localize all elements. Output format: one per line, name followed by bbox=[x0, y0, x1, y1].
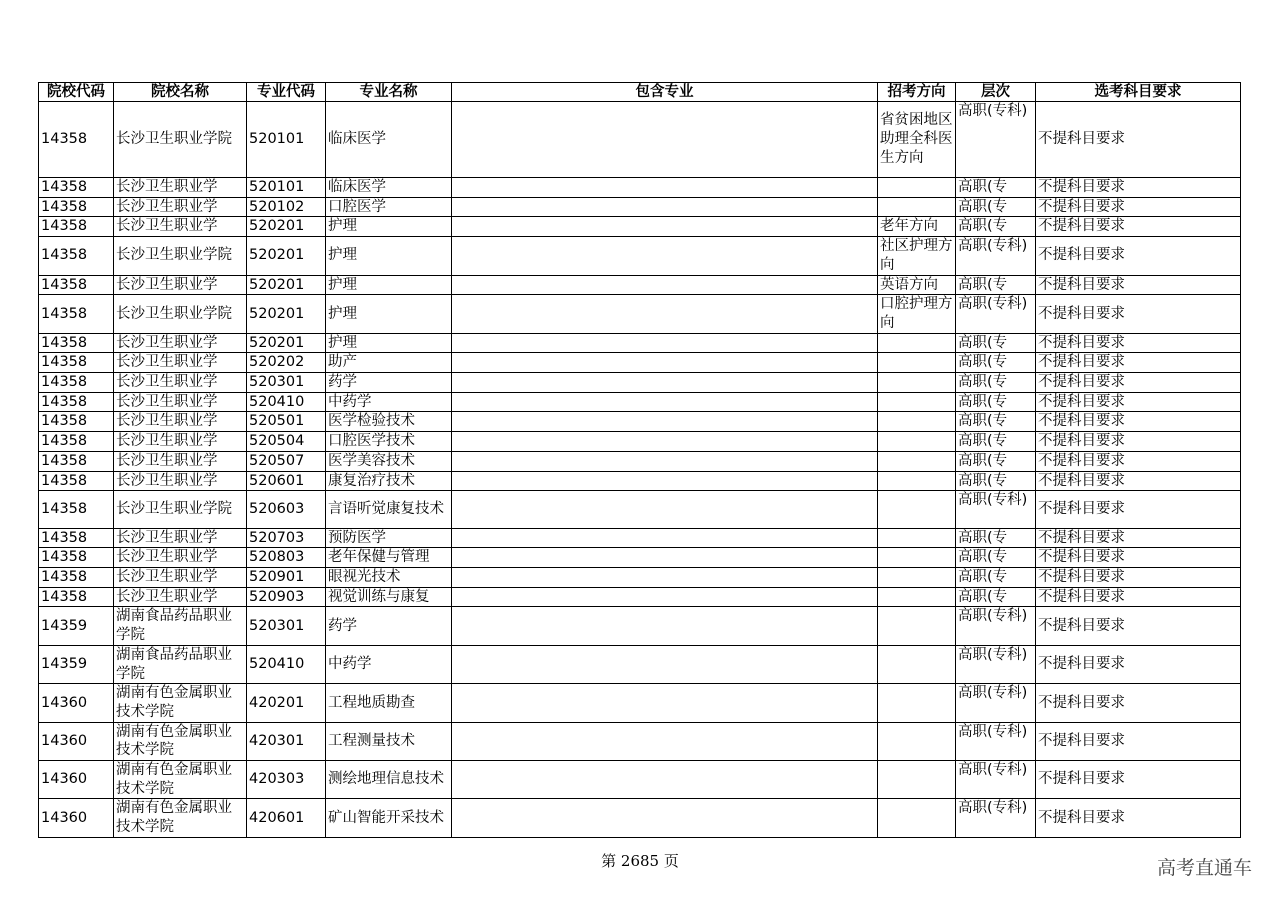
table-row bbox=[39, 548, 1241, 568]
table-row bbox=[39, 722, 1241, 760]
cell-included-majors bbox=[452, 684, 878, 722]
cell-direction bbox=[878, 548, 956, 568]
cell-school-name: 长沙卫生职业学 bbox=[114, 333, 247, 353]
table-row bbox=[39, 373, 1241, 393]
cell-level: 高职(专科) bbox=[956, 295, 1036, 333]
cell-subject-requirement: 不提科目要求 bbox=[1036, 548, 1241, 568]
cell-subject-requirement: 不提科目要求 bbox=[1036, 412, 1241, 432]
cell-school-name: 湖南有色金属职业技术学院 bbox=[114, 761, 247, 799]
cell-major-name: 护理 bbox=[326, 237, 452, 275]
cell-direction: 省贫困地区助理全科医生方向 bbox=[878, 102, 956, 178]
cell-major-name: 中药学 bbox=[326, 645, 452, 683]
cell-level: 高职(专 bbox=[956, 548, 1036, 568]
cell-major-code: 520410 bbox=[247, 392, 326, 412]
cell-included-majors bbox=[452, 432, 878, 452]
cell-major-code: 520301 bbox=[247, 373, 326, 393]
cell-school-name: 湖南有色金属职业技术学院 bbox=[114, 684, 247, 722]
cell-school-name: 湖南食品药品职业学院 bbox=[114, 645, 247, 683]
cell-level: 高职(专科) bbox=[956, 761, 1036, 799]
header-level: 层次 bbox=[956, 83, 1036, 102]
table-row bbox=[39, 392, 1241, 412]
cell-major-name: 口腔医学技术 bbox=[326, 432, 452, 452]
cell-school-name: 长沙卫生职业学 bbox=[114, 528, 247, 548]
cell-level: 高职(专 bbox=[956, 568, 1036, 588]
cell-direction: 老年方向 bbox=[878, 217, 956, 237]
cell-direction bbox=[878, 392, 956, 412]
cell-included-majors bbox=[452, 548, 878, 568]
cell-school-code: 14358 bbox=[39, 451, 114, 471]
table-row bbox=[39, 684, 1241, 722]
cell-major-code: 520601 bbox=[247, 471, 326, 491]
cell-level: 高职(专科) bbox=[956, 684, 1036, 722]
cell-school-name: 长沙卫生职业学 bbox=[114, 275, 247, 295]
cell-school-code: 14358 bbox=[39, 197, 114, 217]
cell-major-name: 预防医学 bbox=[326, 528, 452, 548]
cell-major-code: 520504 bbox=[247, 432, 326, 452]
cell-included-majors bbox=[452, 607, 878, 645]
cell-major-name: 临床医学 bbox=[326, 102, 452, 178]
cell-school-code: 14359 bbox=[39, 645, 114, 683]
cell-school-code: 14358 bbox=[39, 373, 114, 393]
table-row bbox=[39, 217, 1241, 237]
cell-major-name: 工程地质勘查 bbox=[326, 684, 452, 722]
cell-subject-requirement: 不提科目要求 bbox=[1036, 491, 1241, 528]
cell-major-code: 420303 bbox=[247, 761, 326, 799]
cell-direction bbox=[878, 607, 956, 645]
cell-direction bbox=[878, 528, 956, 548]
cell-direction bbox=[878, 799, 956, 837]
cell-direction: 社区护理方向 bbox=[878, 237, 956, 275]
cell-major-name: 言语听觉康复技术 bbox=[326, 491, 452, 528]
cell-level: 高职(专科) bbox=[956, 102, 1036, 178]
cell-subject-requirement: 不提科目要求 bbox=[1036, 373, 1241, 393]
cell-school-code: 14360 bbox=[39, 761, 114, 799]
cell-school-name: 长沙卫生职业学 bbox=[114, 353, 247, 373]
cell-major-code: 520101 bbox=[247, 102, 326, 178]
cell-school-code: 14358 bbox=[39, 392, 114, 412]
cell-school-name: 长沙卫生职业学 bbox=[114, 392, 247, 412]
cell-major-code: 520201 bbox=[247, 295, 326, 333]
cell-major-code: 520901 bbox=[247, 568, 326, 588]
cell-subject-requirement: 不提科目要求 bbox=[1036, 568, 1241, 588]
cell-major-name: 老年保健与管理 bbox=[326, 548, 452, 568]
cell-school-code: 14358 bbox=[39, 568, 114, 588]
table-row bbox=[39, 799, 1241, 837]
cell-subject-requirement: 不提科目要求 bbox=[1036, 451, 1241, 471]
cell-major-code: 520101 bbox=[247, 178, 326, 198]
cell-school-name: 长沙卫生职业学 bbox=[114, 568, 247, 588]
table-row bbox=[39, 295, 1241, 333]
cell-major-code: 520102 bbox=[247, 197, 326, 217]
cell-school-name: 长沙卫生职业学院 bbox=[114, 295, 247, 333]
header-included-majors: 包含专业 bbox=[452, 83, 878, 102]
cell-direction: 英语方向 bbox=[878, 275, 956, 295]
cell-major-name: 测绘地理信息技术 bbox=[326, 761, 452, 799]
cell-level: 高职(专 bbox=[956, 392, 1036, 412]
cell-level: 高职(专科) bbox=[956, 645, 1036, 683]
cell-level: 高职(专 bbox=[956, 275, 1036, 295]
header-direction: 招考方向 bbox=[878, 83, 956, 102]
cell-subject-requirement: 不提科目要求 bbox=[1036, 528, 1241, 548]
table-row bbox=[39, 102, 1241, 178]
cell-major-code: 520201 bbox=[247, 275, 326, 295]
cell-included-majors bbox=[452, 275, 878, 295]
table-row bbox=[39, 237, 1241, 275]
cell-direction bbox=[878, 373, 956, 393]
cell-level: 高职(专 bbox=[956, 373, 1036, 393]
cell-subject-requirement: 不提科目要求 bbox=[1036, 799, 1241, 837]
cell-level: 高职(专科) bbox=[956, 799, 1036, 837]
header-major-name: 专业名称 bbox=[326, 83, 452, 102]
cell-included-majors bbox=[452, 568, 878, 588]
cell-level: 高职(专科) bbox=[956, 237, 1036, 275]
cell-school-name: 长沙卫生职业学 bbox=[114, 587, 247, 607]
cell-school-name: 长沙卫生职业学 bbox=[114, 432, 247, 452]
cell-included-majors bbox=[452, 645, 878, 683]
cell-level: 高职(专 bbox=[956, 528, 1036, 548]
cell-subject-requirement: 不提科目要求 bbox=[1036, 197, 1241, 217]
cell-subject-requirement: 不提科目要求 bbox=[1036, 275, 1241, 295]
cell-direction bbox=[878, 197, 956, 217]
cell-included-majors bbox=[452, 237, 878, 275]
cell-school-code: 14358 bbox=[39, 432, 114, 452]
cell-major-name: 医学美容技术 bbox=[326, 451, 452, 471]
cell-direction bbox=[878, 451, 956, 471]
header-school-code: 院校代码 bbox=[39, 83, 114, 102]
header-major-code: 专业代码 bbox=[247, 83, 326, 102]
cell-direction bbox=[878, 761, 956, 799]
cell-school-code: 14360 bbox=[39, 722, 114, 760]
table-row bbox=[39, 197, 1241, 217]
cell-subject-requirement: 不提科目要求 bbox=[1036, 587, 1241, 607]
cell-major-code: 520201 bbox=[247, 237, 326, 275]
cell-school-code: 14358 bbox=[39, 471, 114, 491]
cell-included-majors bbox=[452, 761, 878, 799]
table-row bbox=[39, 353, 1241, 373]
cell-subject-requirement: 不提科目要求 bbox=[1036, 607, 1241, 645]
table-row bbox=[39, 412, 1241, 432]
cell-level: 高职(专 bbox=[956, 471, 1036, 491]
cell-direction bbox=[878, 178, 956, 198]
cell-level: 高职(专 bbox=[956, 197, 1036, 217]
cell-school-code: 14358 bbox=[39, 217, 114, 237]
cell-major-code: 520501 bbox=[247, 412, 326, 432]
cell-direction bbox=[878, 645, 956, 683]
cell-major-name: 护理 bbox=[326, 275, 452, 295]
cell-major-name: 口腔医学 bbox=[326, 197, 452, 217]
cell-school-code: 14360 bbox=[39, 799, 114, 837]
cell-subject-requirement: 不提科目要求 bbox=[1036, 645, 1241, 683]
cell-school-name: 湖南有色金属职业技术学院 bbox=[114, 799, 247, 837]
cell-major-code: 420201 bbox=[247, 684, 326, 722]
cell-school-code: 14358 bbox=[39, 102, 114, 178]
cell-major-name: 工程测量技术 bbox=[326, 722, 452, 760]
cell-major-code: 520201 bbox=[247, 217, 326, 237]
cell-included-majors bbox=[452, 392, 878, 412]
cell-level: 高职(专科) bbox=[956, 722, 1036, 760]
cell-school-code: 14358 bbox=[39, 353, 114, 373]
cell-level: 高职(专 bbox=[956, 178, 1036, 198]
cell-major-name: 药学 bbox=[326, 373, 452, 393]
cell-major-name: 视觉训练与康复 bbox=[326, 587, 452, 607]
table-row bbox=[39, 275, 1241, 295]
cell-subject-requirement: 不提科目要求 bbox=[1036, 333, 1241, 353]
cell-major-code: 520803 bbox=[247, 548, 326, 568]
cell-direction bbox=[878, 722, 956, 760]
cell-direction bbox=[878, 587, 956, 607]
cell-subject-requirement: 不提科目要求 bbox=[1036, 392, 1241, 412]
cell-major-name: 护理 bbox=[326, 295, 452, 333]
cell-included-majors bbox=[452, 217, 878, 237]
cell-major-code: 420301 bbox=[247, 722, 326, 760]
cell-included-majors bbox=[452, 295, 878, 333]
cell-school-name: 长沙卫生职业学 bbox=[114, 471, 247, 491]
cell-school-code: 14358 bbox=[39, 333, 114, 353]
cell-included-majors bbox=[452, 102, 878, 178]
cell-school-code: 14358 bbox=[39, 491, 114, 528]
cell-school-code: 14358 bbox=[39, 412, 114, 432]
cell-subject-requirement: 不提科目要求 bbox=[1036, 217, 1241, 237]
cell-direction bbox=[878, 412, 956, 432]
cell-direction bbox=[878, 353, 956, 373]
cell-school-code: 14358 bbox=[39, 587, 114, 607]
header-subject-requirement: 选考科目要求 bbox=[1036, 83, 1241, 102]
cell-included-majors bbox=[452, 471, 878, 491]
cell-major-code: 520201 bbox=[247, 333, 326, 353]
cell-major-name: 康复治疗技术 bbox=[326, 471, 452, 491]
cell-level: 高职(专 bbox=[956, 217, 1036, 237]
cell-level: 高职(专科) bbox=[956, 491, 1036, 528]
cell-subject-requirement: 不提科目要求 bbox=[1036, 102, 1241, 178]
cell-level: 高职(专 bbox=[956, 353, 1036, 373]
table-row bbox=[39, 451, 1241, 471]
cell-subject-requirement: 不提科目要求 bbox=[1036, 432, 1241, 452]
table-row bbox=[39, 471, 1241, 491]
cell-level: 高职(专 bbox=[956, 451, 1036, 471]
cell-school-name: 长沙卫生职业学 bbox=[114, 373, 247, 393]
cell-school-code: 14358 bbox=[39, 178, 114, 198]
table-row bbox=[39, 568, 1241, 588]
cell-school-name: 长沙卫生职业学 bbox=[114, 412, 247, 432]
cell-subject-requirement: 不提科目要求 bbox=[1036, 178, 1241, 198]
cell-level: 高职(专科) bbox=[956, 607, 1036, 645]
cell-school-name: 湖南有色金属职业技术学院 bbox=[114, 722, 247, 760]
watermark: 高考直通车 bbox=[1156, 857, 1252, 879]
table-row bbox=[39, 333, 1241, 353]
cell-school-code: 14358 bbox=[39, 548, 114, 568]
cell-school-name: 长沙卫生职业学 bbox=[114, 197, 247, 217]
cell-subject-requirement: 不提科目要求 bbox=[1036, 684, 1241, 722]
cell-major-code: 520603 bbox=[247, 491, 326, 528]
cell-subject-requirement: 不提科目要求 bbox=[1036, 295, 1241, 333]
cell-included-majors bbox=[452, 373, 878, 393]
cell-major-code: 520903 bbox=[247, 587, 326, 607]
cell-major-name: 矿山智能开采技术 bbox=[326, 799, 452, 837]
cell-level: 高职(专 bbox=[956, 587, 1036, 607]
page-number: 第 2685 页 bbox=[601, 852, 679, 870]
cell-direction bbox=[878, 471, 956, 491]
cell-major-code: 420601 bbox=[247, 799, 326, 837]
admissions-table bbox=[38, 82, 1241, 838]
cell-school-name: 湖南食品药品职业学院 bbox=[114, 607, 247, 645]
cell-direction bbox=[878, 432, 956, 452]
cell-direction bbox=[878, 491, 956, 528]
cell-school-name: 长沙卫生职业学院 bbox=[114, 102, 247, 178]
cell-major-name: 眼视光技术 bbox=[326, 568, 452, 588]
cell-included-majors bbox=[452, 722, 878, 760]
cell-subject-requirement: 不提科目要求 bbox=[1036, 471, 1241, 491]
cell-school-name: 长沙卫生职业学 bbox=[114, 178, 247, 198]
cell-school-name: 长沙卫生职业学院 bbox=[114, 237, 247, 275]
cell-direction bbox=[878, 333, 956, 353]
cell-major-code: 520301 bbox=[247, 607, 326, 645]
table-row bbox=[39, 528, 1241, 548]
cell-major-name: 中药学 bbox=[326, 392, 452, 412]
cell-major-name: 护理 bbox=[326, 333, 452, 353]
cell-major-code: 520703 bbox=[247, 528, 326, 548]
cell-included-majors bbox=[452, 412, 878, 432]
cell-school-name: 长沙卫生职业学院 bbox=[114, 491, 247, 528]
cell-subject-requirement: 不提科目要求 bbox=[1036, 761, 1241, 799]
cell-major-code: 520507 bbox=[247, 451, 326, 471]
cell-level: 高职(专 bbox=[956, 412, 1036, 432]
cell-subject-requirement: 不提科目要求 bbox=[1036, 237, 1241, 275]
table-row bbox=[39, 178, 1241, 198]
cell-level: 高职(专 bbox=[956, 333, 1036, 353]
table-row bbox=[39, 645, 1241, 683]
cell-included-majors bbox=[452, 178, 878, 198]
cell-school-name: 长沙卫生职业学 bbox=[114, 548, 247, 568]
cell-major-name: 临床医学 bbox=[326, 178, 452, 198]
cell-school-code: 14358 bbox=[39, 237, 114, 275]
cell-school-code: 14358 bbox=[39, 275, 114, 295]
cell-school-code: 14359 bbox=[39, 607, 114, 645]
cell-subject-requirement: 不提科目要求 bbox=[1036, 353, 1241, 373]
cell-included-majors bbox=[452, 333, 878, 353]
cell-major-name: 医学检验技术 bbox=[326, 412, 452, 432]
header-row bbox=[39, 83, 1241, 102]
cell-major-name: 护理 bbox=[326, 217, 452, 237]
cell-major-name: 药学 bbox=[326, 607, 452, 645]
cell-included-majors bbox=[452, 353, 878, 373]
cell-included-majors bbox=[452, 528, 878, 548]
cell-included-majors bbox=[452, 799, 878, 837]
cell-school-code: 14358 bbox=[39, 295, 114, 333]
cell-included-majors bbox=[452, 197, 878, 217]
cell-included-majors bbox=[452, 587, 878, 607]
cell-school-name: 长沙卫生职业学 bbox=[114, 217, 247, 237]
table-row bbox=[39, 432, 1241, 452]
cell-major-code: 520202 bbox=[247, 353, 326, 373]
table-row bbox=[39, 607, 1241, 645]
header-school-name: 院校名称 bbox=[114, 83, 247, 102]
cell-direction: 口腔护理方向 bbox=[878, 295, 956, 333]
cell-major-name: 助产 bbox=[326, 353, 452, 373]
table-row bbox=[39, 491, 1241, 528]
cell-included-majors bbox=[452, 491, 878, 528]
cell-direction bbox=[878, 684, 956, 722]
cell-subject-requirement: 不提科目要求 bbox=[1036, 722, 1241, 760]
cell-included-majors bbox=[452, 451, 878, 471]
cell-level: 高职(专 bbox=[956, 432, 1036, 452]
table-row bbox=[39, 761, 1241, 799]
cell-direction bbox=[878, 568, 956, 588]
cell-school-code: 14358 bbox=[39, 528, 114, 548]
cell-school-code: 14360 bbox=[39, 684, 114, 722]
cell-school-name: 长沙卫生职业学 bbox=[114, 451, 247, 471]
cell-major-code: 520410 bbox=[247, 645, 326, 683]
table-row bbox=[39, 587, 1241, 607]
